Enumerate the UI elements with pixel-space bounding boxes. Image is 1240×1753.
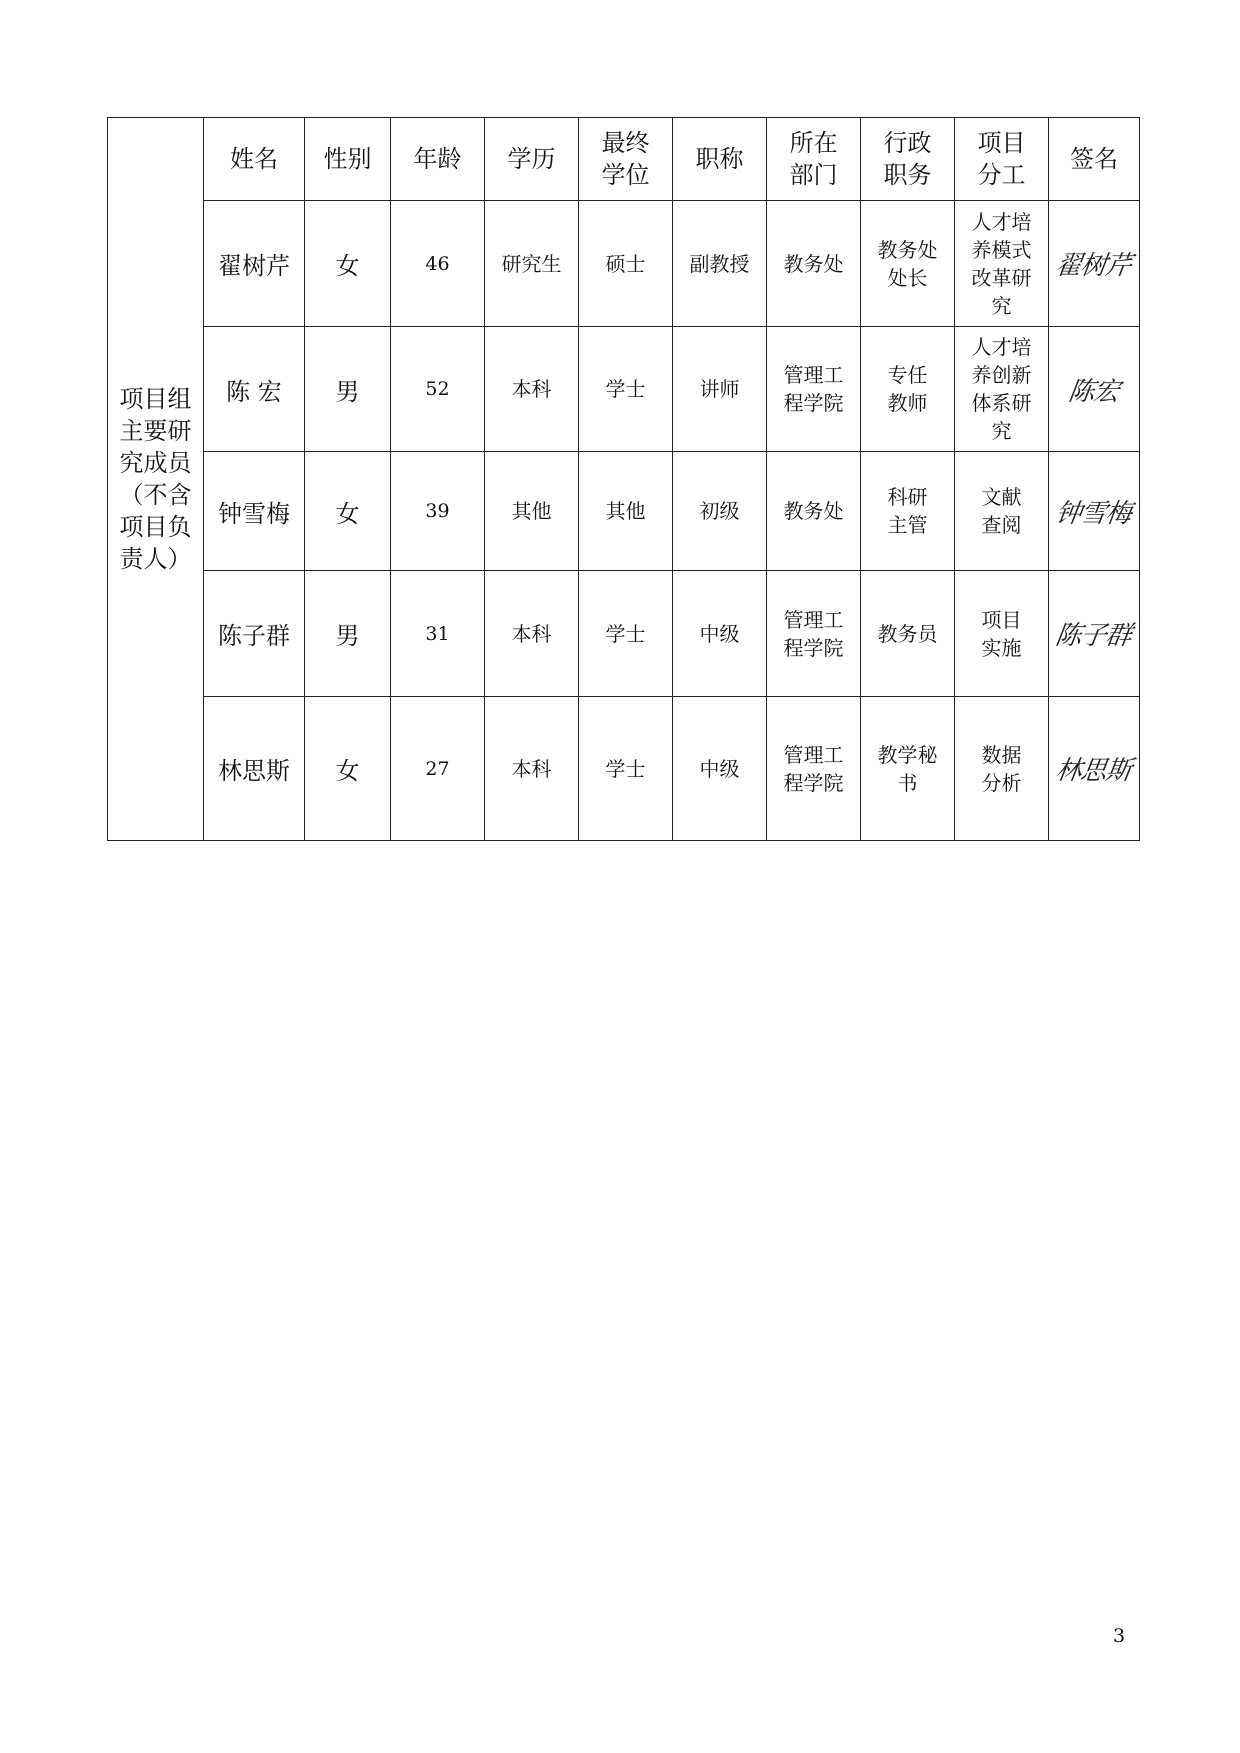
- cell-role: 文献查阅: [955, 452, 1049, 571]
- cell-name: 林思斯: [204, 697, 305, 841]
- cell-title: 中级: [673, 697, 767, 841]
- cell-age: 46: [391, 201, 485, 327]
- cell-age: 27: [391, 697, 485, 841]
- cell-education: 本科: [485, 327, 579, 452]
- cell-gender: 女: [305, 201, 391, 327]
- header-gender: 性别: [305, 118, 391, 201]
- signature-image: 林思斯: [1054, 756, 1134, 786]
- cell-signature: [1049, 201, 1140, 327]
- cell-department: 管理工程学院: [767, 571, 861, 697]
- table-row: [108, 452, 1140, 571]
- cell-name: 陈 宏: [204, 327, 305, 452]
- cell-gender: 男: [305, 571, 391, 697]
- cell-degree: 学士: [579, 571, 673, 697]
- cell-age: 52: [391, 327, 485, 452]
- table-row: [108, 697, 1140, 841]
- cell-title: 副教授: [673, 201, 767, 327]
- cell-name: 钟雪梅: [204, 452, 305, 571]
- group-label: 项目组主要研究成员（不含项目负责人）: [119, 385, 192, 573]
- cell-title: 中级: [673, 571, 767, 697]
- cell-title: 讲师: [673, 327, 767, 452]
- header-role: 项目分工: [955, 118, 1049, 201]
- cell-name: 翟树芹: [204, 201, 305, 327]
- cell-position: 科研主管: [861, 452, 955, 571]
- signature-image: 陈宏: [1066, 376, 1121, 407]
- cell-department: 教务处: [767, 201, 861, 327]
- cell-signature: [1049, 327, 1140, 452]
- cell-degree: 学士: [579, 327, 673, 452]
- header-education: 学历: [485, 118, 579, 201]
- cell-role: 数据分析: [955, 697, 1049, 841]
- cell-title: 初级: [673, 452, 767, 571]
- cell-gender: 男: [305, 327, 391, 452]
- table-header-row: [108, 118, 1140, 201]
- cell-department: 教务处: [767, 452, 861, 571]
- cell-education: 其他: [485, 452, 579, 571]
- cell-degree: 其他: [579, 452, 673, 571]
- group-label-cell: [108, 118, 204, 841]
- cell-signature: [1049, 452, 1140, 571]
- cell-education: 研究生: [485, 201, 579, 327]
- table-row: [108, 327, 1140, 452]
- header-department: 所在部门: [767, 118, 861, 201]
- cell-role: 项目实施: [955, 571, 1049, 697]
- cell-education: 本科: [485, 571, 579, 697]
- table-row: [108, 571, 1140, 697]
- header-position: 行政职务: [861, 118, 955, 201]
- cell-gender: 女: [305, 697, 391, 841]
- signature-image: 钟雪梅: [1054, 498, 1134, 529]
- cell-signature: [1049, 697, 1140, 841]
- cell-signature: [1049, 571, 1140, 697]
- header-degree: 最终学位: [579, 118, 673, 201]
- cell-degree: 学士: [579, 697, 673, 841]
- header-title: 职称: [673, 118, 767, 201]
- signature-image: 陈子群: [1054, 621, 1134, 651]
- table-row: [108, 201, 1140, 327]
- cell-position: 教务处处长: [861, 201, 955, 327]
- cell-name: 陈子群: [204, 571, 305, 697]
- cell-position: 教学秘书: [861, 697, 955, 841]
- members-table: [107, 117, 1140, 841]
- cell-degree: 硕士: [579, 201, 673, 327]
- cell-role: 人才培养创新体系研究: [955, 327, 1049, 452]
- cell-position: 教务员: [861, 571, 955, 697]
- cell-gender: 女: [305, 452, 391, 571]
- cell-position: 专任教师: [861, 327, 955, 452]
- page-number: 3: [1113, 1625, 1126, 1647]
- cell-age: 39: [391, 452, 485, 571]
- cell-department: 管理工程学院: [767, 697, 861, 841]
- cell-department: 管理工程学院: [767, 327, 861, 452]
- signature-image: 翟树芹: [1054, 251, 1134, 281]
- cell-education: 本科: [485, 697, 579, 841]
- cell-age: 31: [391, 571, 485, 697]
- header-signature: 签名: [1049, 118, 1140, 201]
- header-age: 年龄: [391, 118, 485, 201]
- cell-role: 人才培养模式改革研究: [955, 201, 1049, 327]
- header-name: 姓名: [204, 118, 305, 201]
